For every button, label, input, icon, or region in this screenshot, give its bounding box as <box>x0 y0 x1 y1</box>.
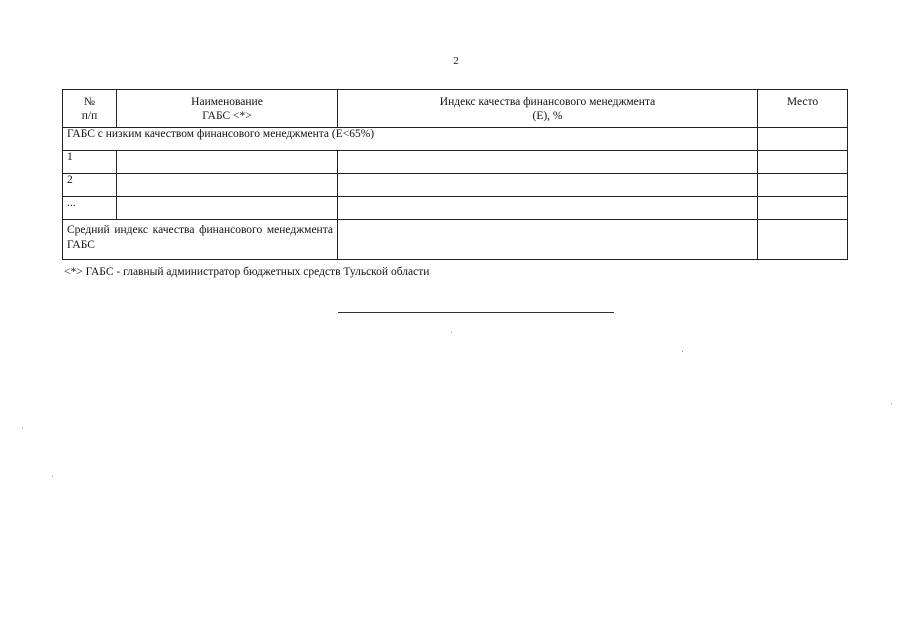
footnote: <*> ГАБС - главный администратор бюджетных средств Тульской области <box>64 266 430 278</box>
separator-line <box>338 312 614 313</box>
average-label: Средний индекс качества финансового менеджмента ГАБС <box>63 220 338 260</box>
header-name <box>117 90 338 128</box>
group-row <box>63 128 848 151</box>
scan-speck <box>451 332 452 333</box>
row-index <box>338 174 758 197</box>
row-place <box>758 151 848 174</box>
header-number <box>63 90 117 128</box>
header-name-line1: Наименование <box>191 96 263 108</box>
scan-speck <box>22 428 23 429</box>
group-title: ГАБС с низким качеством финансового менеджмента (E<65%) <box>63 128 758 151</box>
row-number: ... <box>63 197 117 220</box>
row-name <box>117 174 338 197</box>
row-place <box>758 174 848 197</box>
rating-table <box>62 89 848 260</box>
header-name-line2: ГАБС <*> <box>202 110 252 122</box>
header-index <box>338 90 758 128</box>
table-row <box>63 174 848 197</box>
scan-speck <box>52 476 53 477</box>
row-index <box>338 197 758 220</box>
average-value <box>338 220 758 260</box>
table-row <box>63 151 848 174</box>
header-place-label: Место <box>786 96 819 108</box>
row-number: 1 <box>63 151 117 174</box>
header-number-line1: № <box>84 96 95 108</box>
row-name <box>117 151 338 174</box>
average-place <box>758 220 848 260</box>
table-row <box>63 197 848 220</box>
header-place <box>758 90 848 128</box>
page-number: 2 <box>453 55 459 67</box>
header-index-line2: (E), % <box>532 110 563 122</box>
average-row <box>63 220 848 260</box>
row-name <box>117 197 338 220</box>
scan-speck <box>891 403 892 404</box>
row-number: 2 <box>63 174 117 197</box>
scan-speck <box>682 351 683 352</box>
group-place-cell <box>758 128 848 151</box>
row-index <box>338 151 758 174</box>
header-index-line1: Индекс качества финансового менеджмента <box>439 96 656 108</box>
table-header-row <box>63 90 848 128</box>
header-number-line2: п/п <box>81 110 98 122</box>
row-place <box>758 197 848 220</box>
